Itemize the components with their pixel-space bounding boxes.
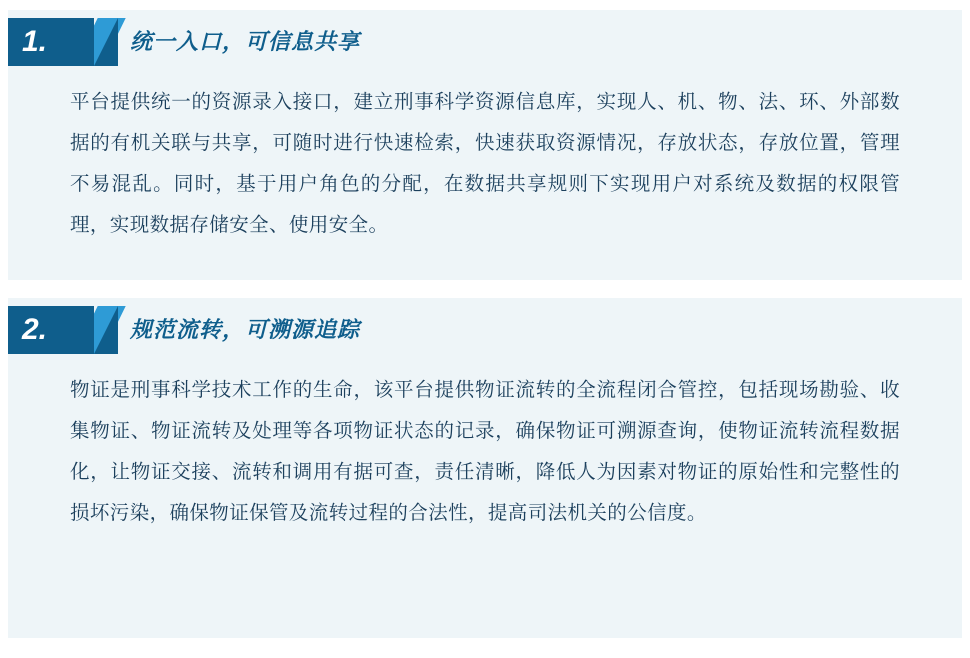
section-body-1: 平台提供统一的资源录入接口，建立刑事科学资源信息库，实现人、机、物、法、环、外部数据的有机关联与共享，可随时进行快速检索，快速获取资源情况，存放状态，存放位置，管理不易混乱。同时，基于用户角色的分配，在数据共享规则下实现用户对系统及数据的权限管理，实现数据存储安全、使用安全。 xyxy=(70,92,900,236)
section-block-1 xyxy=(8,10,962,280)
section-title-2: 规范流转，可溯源追踪 xyxy=(130,317,361,342)
section-header-2 xyxy=(8,298,962,356)
section-header-1 xyxy=(8,10,962,68)
section-title-1: 统一入口，可信息共享 xyxy=(130,29,361,54)
section-block-2 xyxy=(8,298,962,638)
section-number-badge-2: 2. xyxy=(8,306,94,354)
section-number-badge-1: 1. xyxy=(8,18,94,66)
document-page xyxy=(0,10,970,658)
section-body-2: 物证是刑事科学技术工作的生命，该平台提供物证流转的全流程闭合管控，包括现场勘验、收集物证、物证流转及处理等各项物证状态的记录，确保物证可溯源查询，使物证流转流程数据化，让物证交接、流转和调用有据可查，责任清晰，降低人为因素对物证的原始性和完整性的损坏污染，确保物证保管及流转过程的合法性，提高司法机关的公信度。 xyxy=(70,380,900,524)
